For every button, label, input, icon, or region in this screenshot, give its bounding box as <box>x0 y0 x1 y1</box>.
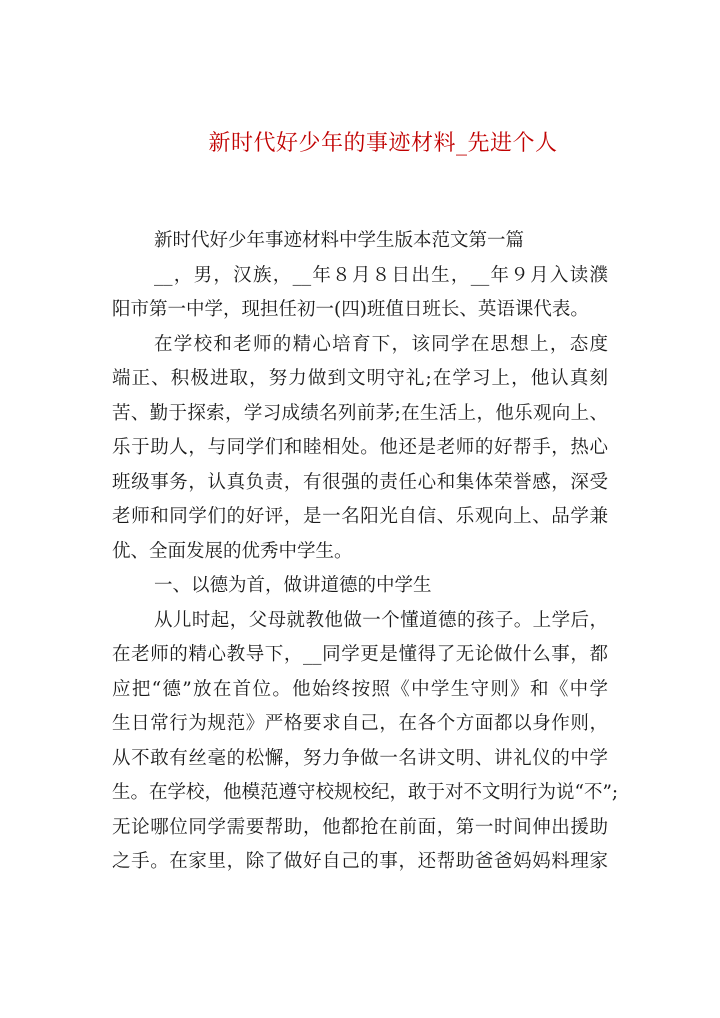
body-line: 阳市第一中学，现担任初一(四)班值日班长、英语课代表。 <box>112 299 589 320</box>
body-line: 老师和同学们的好评，是一名阳光自信、乐观向上、品学兼 <box>112 506 608 527</box>
body-line: 在学校和老师的精心培育下，该同学在思想上，态度 <box>154 333 608 355</box>
body-line: 之手。在家里，除了做好自己的事，还帮助爸爸妈妈料理家 <box>112 851 608 872</box>
body-line: 苦、勤于探索，学习成绩名列前茅;在生活上，他乐观向上、 <box>112 402 608 424</box>
body-line: 生日常行为规范》严格要求自己，在各个方面都以身作则， <box>112 713 608 734</box>
document-body <box>112 224 619 880</box>
body-line: 在老师的精心教导下，__同学更是懂得了无论做什么事，都 <box>112 644 608 665</box>
body-line: 一、以德为首，做讲道德的中学生 <box>154 575 432 596</box>
body-line: 优、全面发展的优秀中学生。 <box>112 540 353 562</box>
body-line: 班级事务，认真负责，有很强的责任心和集体荣誉感，深受 <box>112 471 608 493</box>
body-line: 从儿时起，父母就教他做一个懂道德的孩子。上学后， <box>154 609 608 631</box>
body-line: 乐于助人，与同学们和睦相处。他还是老师的好帮手，热心 <box>112 437 608 458</box>
body-line: 从不敢有丝毫的松懈，努力争做一名讲文明、讲礼仪的中学 <box>112 747 608 769</box>
body-line: 端正、积极进取，努力做到文明守礼;在学习上，他认真刻 <box>112 368 608 389</box>
body-line: 新时代好少年事迹材料中学生版本范文第一篇 <box>154 230 525 251</box>
body-line: 应把“德”放在首位。他始终按照《中学生守则》和《中学 <box>112 678 608 700</box>
body-line: 生。在学校，他模范遵守校规校纪，敢于对不文明行为说“不”; <box>112 782 619 803</box>
body-line: 无论哪位同学需要帮助，他都抢在前面，第一时间伸出援助 <box>112 816 608 838</box>
document-title: 新时代好少年的事迹材料_先进个人 <box>208 131 558 156</box>
body-line: __，男，汉族，__年８月８日出生，__年９月入读濮 <box>154 264 608 286</box>
